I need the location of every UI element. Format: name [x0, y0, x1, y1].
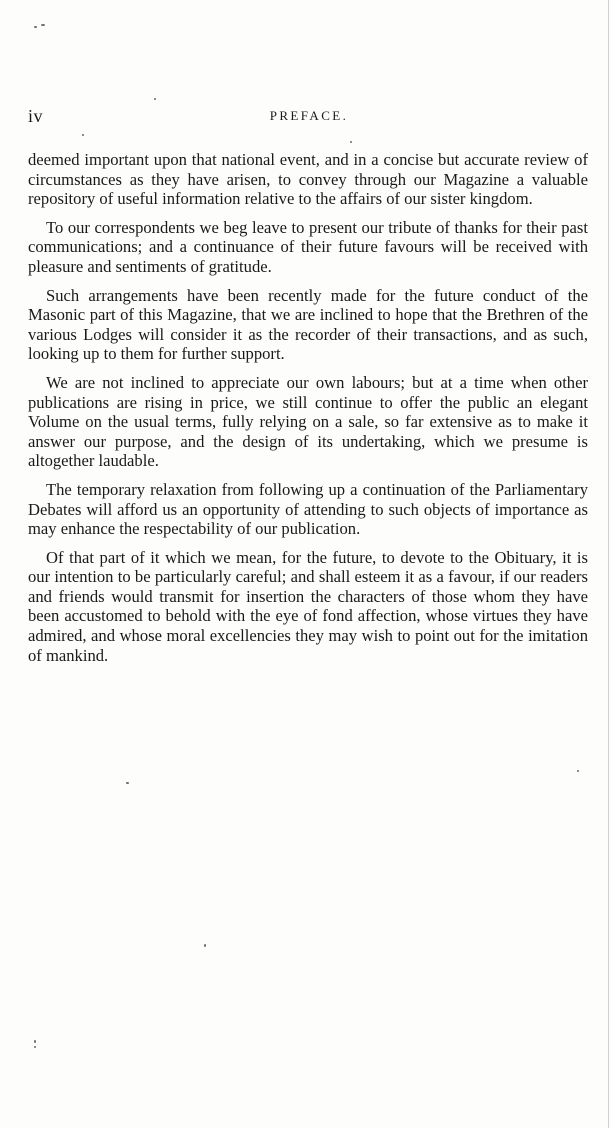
paragraph-parliamentary: The temporary relaxation from following up a continuation of the Parliamentary Debates will afford us an opportunity of attending to such objects of importance as may enhance the respectability of our publication.	[28, 479, 588, 539]
print-speck	[34, 26, 37, 28]
print-speck	[34, 1040, 36, 1043]
page-number: iv	[28, 106, 44, 126]
print-speck	[350, 141, 352, 143]
preface-body	[28, 150, 588, 674]
running-head: PREFACE.	[269, 108, 349, 123]
print-speck	[204, 944, 206, 947]
print-speck	[41, 24, 45, 26]
print-speck	[126, 782, 129, 784]
print-speck	[34, 1046, 36, 1048]
paragraph-masonic: Such arrangements have been recently made for the future conduct of the Masonic part of this Magazine, that we are inclined to hope that the Brethren of the various Lodges will consider it as the recorder of their transactions, and as such, looking up to them for further support.	[28, 285, 588, 364]
page-header	[28, 106, 590, 130]
print-speck	[82, 134, 84, 136]
paragraph-obituary: Of that part of it which we mean, for the future, to devote to the Obituary, it is our intention to be particularly careful; and shall esteem it as a favour, if our readers and friends would transmit for insertion the characters of those whom they have been accustomed to behold with the eye of fond affection, whose virtues they have admired, and whose moral excellencies they may wish to point out for the imitation of mankind.	[28, 547, 588, 665]
paragraph-continuation: deemed important upon that national event, and in a concise but accurate review of circumstances as they have arisen, to convey through our Magazine a valuable repository of useful information relative to the affairs of our sister kingdom.	[28, 150, 588, 209]
print-speck	[577, 770, 579, 772]
print-speck	[154, 98, 156, 100]
page-edge-line	[608, 0, 609, 1128]
paragraph-labours: We are not inclined to appreciate our own labours; but at a time when other publications are rising in price, we still continue to offer the public an elegant Volume on the usual terms, fully relying on a sale, so far extensive as to make it answer our purpose, and the design of its undertaking, which we presume is altogether laudable.	[28, 372, 588, 471]
paragraph-correspondents: To our correspondents we beg leave to present our tribute of thanks for their past communications; and a continuance of their future favours will be received with pleasure and sentiments of gratitude.	[28, 217, 588, 276]
